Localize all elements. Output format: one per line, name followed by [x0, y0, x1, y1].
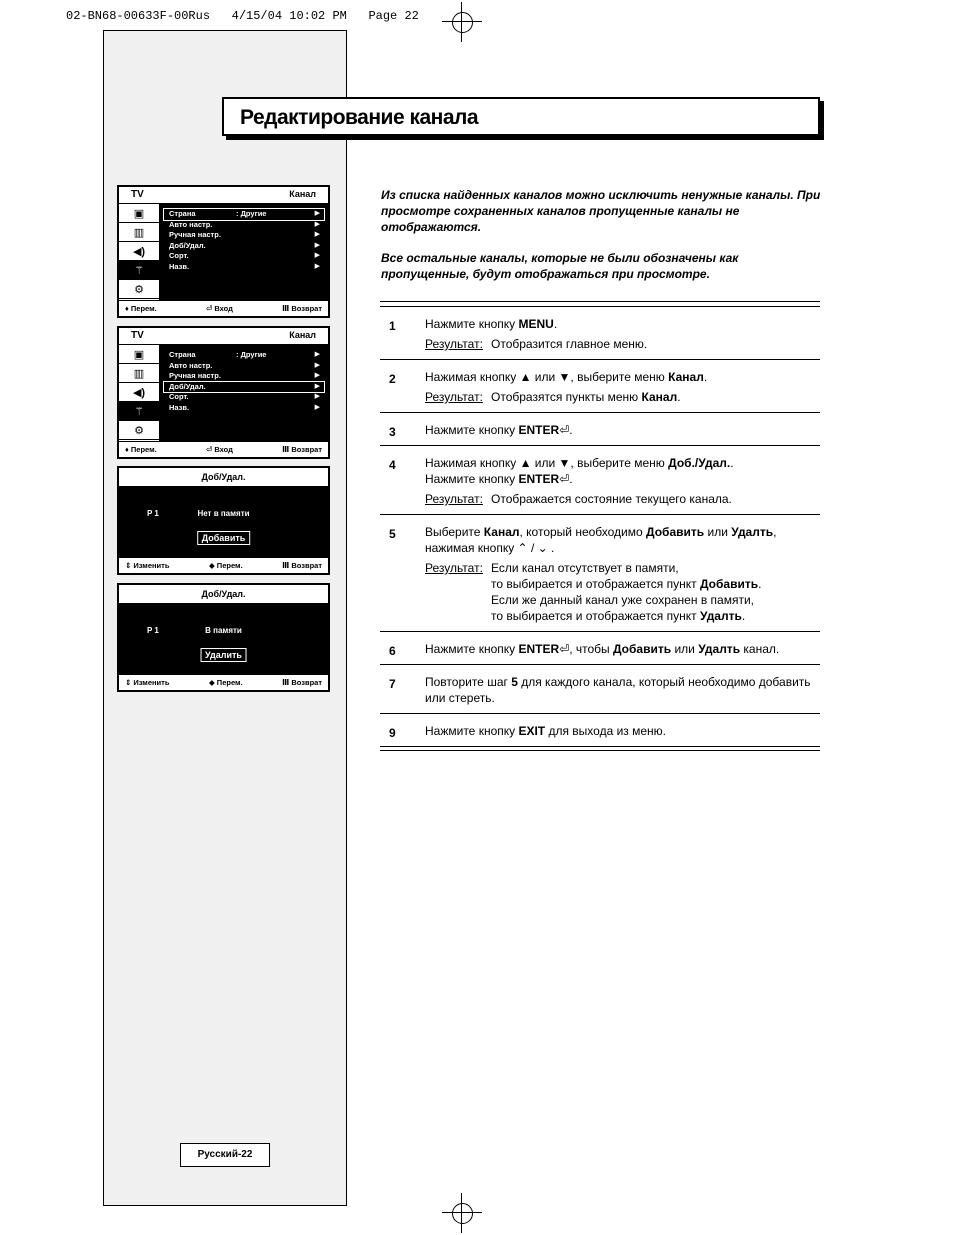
result-label: Результат: — [425, 390, 483, 404]
foot-return: Ⅲ Возврат — [282, 445, 322, 454]
arrow-right-icon: ▶ — [314, 361, 320, 369]
step-row — [380, 446, 820, 515]
foot-change: ⇕ Изменить — [125, 678, 170, 687]
step-row — [380, 665, 820, 714]
menu-screen-2 — [117, 326, 330, 459]
result-text: Если канал отсутствует в памяти, то выбирается и отображается пункт Добавить. Если же данный канал уже сохранен в памяти, то выбирается и отображается пункт Удалть. — [491, 561, 762, 623]
menu-item-label: Назв. — [169, 402, 190, 412]
arrow-right-icon: ▶ — [314, 382, 320, 390]
menu-item-label: Авто настр. — [169, 360, 213, 370]
menu-screen-1 — [117, 185, 330, 318]
screen-icon: ▥ — [119, 364, 159, 383]
foot-return: Ⅲ Возврат — [282, 678, 322, 687]
add-button[interactable]: Добавить — [197, 531, 251, 545]
step-number: 3 — [389, 425, 396, 439]
menu-item[interactable] — [164, 382, 324, 393]
registration-mark-bottom — [442, 1193, 482, 1233]
menu-item-label: Сорт. — [169, 251, 189, 260]
foot-enter: ⏎ Вход — [206, 445, 233, 454]
menu-item[interactable] — [164, 220, 324, 231]
foot-move: ♦ Перем. — [125, 445, 157, 454]
menu-item[interactable] — [164, 392, 324, 403]
arrow-right-icon: ▶ — [314, 393, 320, 400]
registration-mark-top — [442, 2, 482, 42]
menu-item-label: Доб/Удал. — [169, 240, 206, 250]
menu-item-label: Страна — [169, 350, 196, 359]
result-label: Результат: — [425, 561, 483, 575]
foot-return: Ⅲ Возврат — [282, 561, 322, 570]
menu-item-label: Авто настр. — [169, 219, 213, 229]
menu-item-label: Назв. — [169, 261, 190, 271]
step-number: 2 — [389, 372, 396, 386]
picture-icon: ▣ — [119, 345, 159, 364]
menu-item-label: Доб/Удал. — [169, 381, 206, 391]
picture-icon: ▣ — [119, 204, 159, 223]
step-text: Выберите Канал, который необходимо Добавить или Удалть, нажимая кнопку ⌃ / ⌄ . — [425, 525, 777, 555]
arrow-right-icon: ▶ — [314, 220, 320, 228]
step-number: 6 — [389, 644, 396, 658]
result-text: Отобразятся пункты меню Канал. — [491, 390, 681, 404]
channel-icon: ⚚ — [119, 402, 159, 421]
arrow-right-icon: ▶ — [314, 210, 320, 217]
menu-item[interactable] — [164, 403, 324, 414]
menu-item[interactable] — [164, 209, 324, 220]
dialog-title: Доб/Удал. — [119, 585, 328, 604]
step-row — [380, 714, 820, 747]
menu-item[interactable] — [164, 371, 324, 382]
result-label: Результат: — [425, 337, 483, 351]
intro-paragraph-2: Все остальные каналы, которые не были обозначены как пропущенные, будут отображаться при просмотре. — [381, 251, 739, 281]
menu-item[interactable] — [164, 251, 324, 262]
step-text: Нажмите кнопку ENTER⏎. — [425, 423, 573, 437]
program-number: P 1 — [147, 626, 159, 635]
setup-icon: ⚙ — [119, 280, 159, 299]
step-number: 7 — [389, 677, 396, 691]
menu-item[interactable] — [164, 350, 324, 361]
arrow-right-icon: ▶ — [314, 231, 320, 238]
menu-item[interactable] — [164, 241, 324, 252]
foot-move: ◆ Перем. — [208, 561, 243, 570]
arrow-right-icon: ▶ — [314, 262, 320, 270]
intro-paragraph-1: Из списка найденных каналов можно исключить ненужные каналы. При просмотре сохраненных каналов пропущенные каналы не отображаются. — [381, 188, 821, 234]
step-text: Нажмите кнопку ENTER⏎, чтобы Добавить или Удалть канал. — [425, 642, 780, 656]
menu-item[interactable] — [164, 230, 324, 241]
program-number: P 1 — [147, 509, 159, 518]
result-text: Отобразится главное меню. — [491, 337, 648, 351]
memory-status: Нет в памяти — [197, 509, 250, 518]
setup-icon: ⚙ — [119, 421, 159, 440]
arrow-right-icon: ▶ — [314, 403, 320, 411]
foot-change: ⇕ Изменить — [125, 561, 170, 570]
page-number: Русский-22 — [180, 1143, 270, 1167]
arrow-right-icon: ▶ — [314, 252, 320, 259]
add-delete-dialog-1 — [117, 466, 330, 575]
delete-button[interactable]: Удалить — [200, 648, 247, 662]
step-text: Нажмите кнопку EXIT для выхода из меню. — [425, 724, 667, 738]
foot-move: ◆ Перем. — [208, 678, 243, 687]
step-text: Повторите шаг 5 для каждого канала, который необходимо добавить или стереть. — [425, 675, 811, 705]
step-text: Нажимая кнопку ▲ или ▼, выберите меню Доб./Удал.. Нажмите кнопку ENTER⏎. — [425, 456, 734, 486]
screen-title: TV — [131, 330, 144, 341]
result-label: Результат: — [425, 492, 483, 506]
page-title: Редактирование канала — [240, 106, 479, 129]
foot-return: Ⅲ Возврат — [282, 304, 322, 313]
result-text: Отображается состояние текущего канала. — [491, 492, 732, 506]
menu-name: Канал — [289, 330, 316, 340]
print-header: 02-BN68-00633F-00Rus 4/15/04 10:02 PM Page 22 — [66, 9, 419, 23]
foot-enter: ⏎ Вход — [206, 304, 233, 313]
step-number: 4 — [389, 458, 396, 472]
step-row — [380, 632, 820, 665]
step-row — [380, 413, 820, 446]
step-number: 9 — [389, 726, 396, 740]
arrow-right-icon: ▶ — [314, 351, 320, 358]
foot-move: ♦ Перем. — [125, 304, 157, 313]
menu-name: Канал — [289, 189, 316, 199]
step-number: 5 — [389, 527, 396, 541]
step-text: Нажмите кнопку MENU. — [425, 317, 558, 331]
menu-item-value: : Другие — [236, 350, 267, 359]
screen-title: TV — [131, 189, 144, 200]
channel-icon: ⚚ — [119, 261, 159, 280]
step-row — [380, 360, 820, 413]
step-number: 1 — [389, 319, 396, 333]
menu-item[interactable] — [164, 361, 324, 372]
dialog-title: Доб/Удал. — [119, 468, 328, 487]
sound-icon: ◀) — [119, 383, 159, 402]
arrow-right-icon: ▶ — [314, 372, 320, 379]
menu-item-label: Страна — [169, 209, 196, 218]
menu-item-value: : Другие — [236, 209, 267, 218]
menu-item-label: Ручная настр. — [169, 371, 221, 380]
add-delete-dialog-2 — [117, 583, 330, 692]
menu-item[interactable] — [164, 262, 324, 273]
step-row — [380, 515, 820, 632]
sound-icon: ◀) — [119, 242, 159, 261]
steps-table — [380, 301, 820, 751]
menu-item-label: Сорт. — [169, 392, 189, 401]
step-text: Нажимая кнопку ▲ или ▼, выберите меню Канал. — [425, 370, 708, 384]
title-box — [222, 97, 820, 136]
screen-icon: ▥ — [119, 223, 159, 242]
step-row — [380, 307, 820, 360]
memory-status: В памяти — [205, 626, 242, 635]
arrow-right-icon: ▶ — [314, 241, 320, 249]
menu-item-label: Ручная настр. — [169, 230, 221, 239]
